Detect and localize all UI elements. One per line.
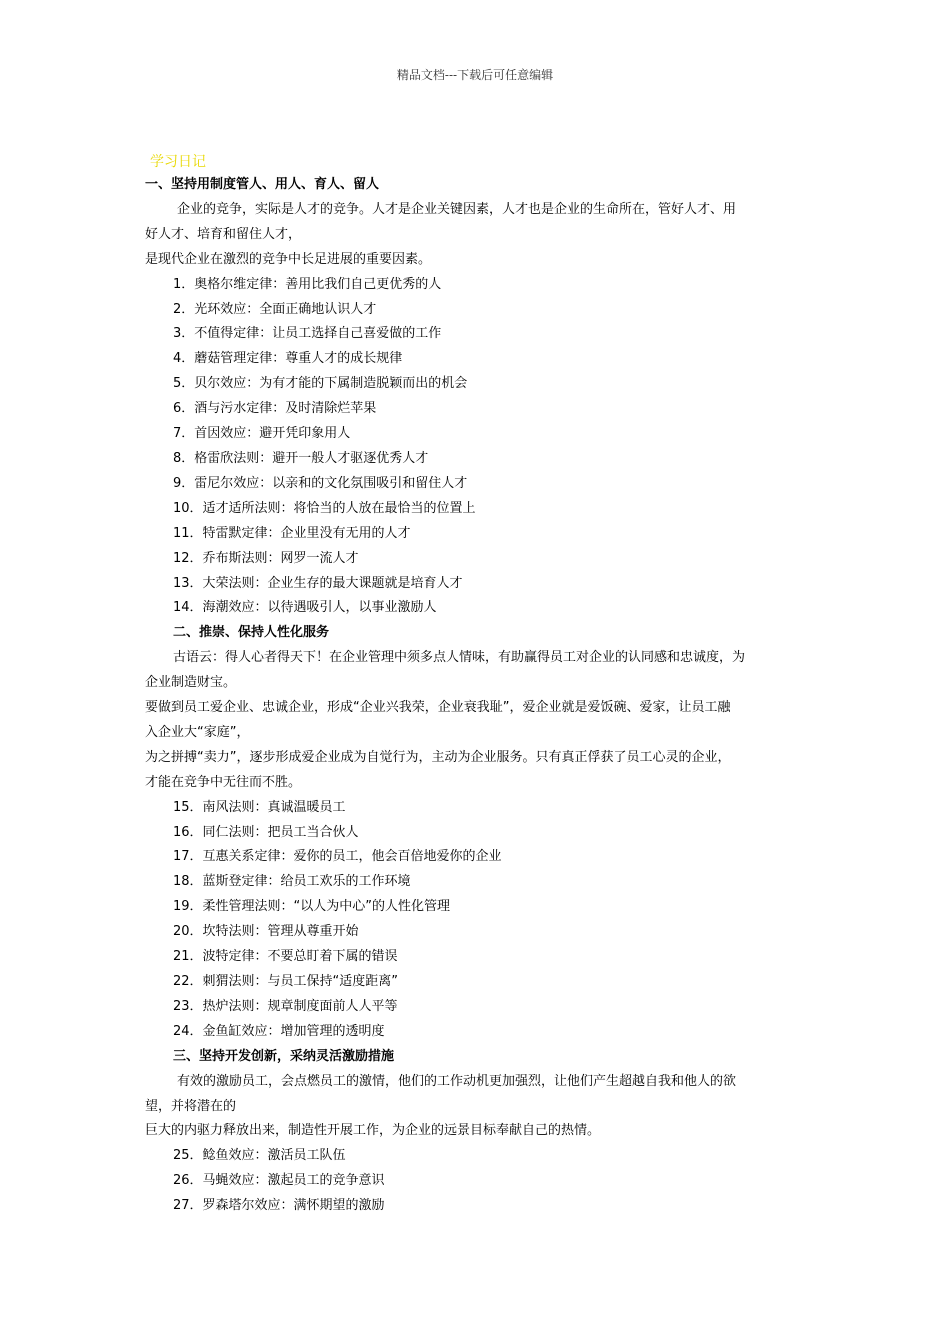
- section-3-heading: 三、坚持开发创新，采纳灵活激励措施: [173, 1048, 395, 1064]
- list-item: 22．刺猬法则：与员工保持“适度距离”: [173, 974, 399, 989]
- section-1-paragraph-line: 企业的竞争，实际是人才的竞争。人才是企业关键因素，人才也是企业的生命所在，管好人才、用: [177, 201, 737, 217]
- list-item: 17．互惠关系定律：爱你的员工，他会百倍地爱你的企业: [173, 849, 502, 865]
- list-item: 13．大荣法则：企业生存的最大课题就是培育人才: [173, 575, 463, 591]
- list-item: 9．雷尼尔效应：以亲和的文化氛围吸引和留住人才: [173, 475, 468, 491]
- list-item: 14．海潮效应：以待遇吸引人，以事业激励人: [173, 600, 437, 616]
- list-item: 12．乔布斯法则：网罗一流人才: [173, 550, 359, 566]
- list-item: 3．不值得定律：让员工选择自己喜爱做的工作: [173, 326, 442, 342]
- section-1-paragraph-line: 好人才、培育和留住人才，: [145, 226, 302, 242]
- list-item: 21．波特定律：不要总盯着下属的错误: [173, 949, 398, 965]
- list-item: 7．首因效应：避开凭印象用人: [173, 426, 351, 442]
- list-item: 23．热炉法则：规章制度面前人人平等: [173, 998, 398, 1014]
- list-item: 26．马蝇效应：激起员工的竞争意识: [173, 1173, 385, 1189]
- list-item: 2．光环效应：全面正确地认识人才: [173, 301, 377, 317]
- section-2-paragraph-line: 入企业大“家庭”，: [145, 724, 250, 740]
- section-2-paragraph-line: 企业制造财宝。: [145, 675, 237, 691]
- section-3-paragraph-line: 望，并将潜在的: [145, 1098, 237, 1114]
- section-2-heading: 二、推崇、保持人性化服务: [173, 625, 330, 641]
- list-item: 11．特雷默定律：企业里没有无用的人才: [173, 525, 411, 541]
- list-item: 1．奥格尔维定律：善用比我们自己更优秀的人: [173, 276, 442, 292]
- list-item: 6．酒与污水定律：及时清除烂苹果: [173, 401, 377, 417]
- section-2-paragraph-line: 才能在竞争中无往而不胜。: [145, 774, 302, 790]
- list-item: 10．适才适所法则：将恰当的人放在最恰当的位置上: [173, 500, 476, 516]
- list-item: 19．柔性管理法则：“以人为中心”的人性化管理: [173, 899, 451, 915]
- list-item: 15．南风法则：真诚温暖员工: [173, 799, 346, 815]
- list-item: 27．罗森塔尔效应：满怀期望的激励: [173, 1198, 385, 1214]
- section-2-paragraph-line: 为之拼搏“卖力”，逐步形成爱企业成为自觉行为，主动为企业服务。只有真正俘获了员工心灵的企业，: [145, 749, 731, 765]
- list-item: 18．蓝斯登定律：给员工欢乐的工作环境: [173, 874, 411, 890]
- section-3-paragraph-line: 有效的激励员工，会点燃员工的激情，他们的工作动机更加强烈，让他们产生超越自我和他人的欲: [177, 1073, 737, 1089]
- section-2-paragraph-line: 古语云：得人心者得天下！在企业管理中须多点人情味，有助赢得员工对企业的认同感和忠诚度，为: [173, 650, 746, 666]
- document-title: 学习日记: [150, 154, 206, 170]
- document-body: [145, 151, 810, 1219]
- section-1-paragraph-line: 是现代企业在激烈的竞争中长足进展的重要因素。: [145, 251, 432, 267]
- list-item: 24．金鱼缸效应：增加管理的透明度: [173, 1023, 385, 1039]
- page-header: 精品文档---下载后可任意编辑: [396, 68, 554, 82]
- list-item: 5．贝尔效应：为有才能的下属制造脱颖而出的机会: [173, 376, 468, 392]
- list-item: 4．蘑菇管理定律：尊重人才的成长规律: [173, 351, 403, 367]
- list-item: 16．同仁法则：把员工当合伙人: [173, 824, 359, 840]
- section-1-heading: 一、坚持用制度管人、用人、育人、留人: [145, 177, 380, 192]
- section-3-paragraph-line: 巨大的内驱力释放出来，制造性开展工作，为企业的远景目标奉献自己的热情。: [145, 1123, 601, 1139]
- list-item: 8．格雷欣法则：避开一般人才驱逐优秀人才: [173, 450, 429, 466]
- list-item: 25．鲶鱼效应：激活员工队伍: [173, 1148, 346, 1164]
- section-2-paragraph-line: 要做到员工爱企业、忠诚企业，形成“企业兴我荣，企业衰我耻”，爱企业就是爱饭碗、爱家，让员工融: [145, 700, 731, 716]
- list-item: 20．坎特法则：管理从尊重开始: [173, 924, 359, 940]
